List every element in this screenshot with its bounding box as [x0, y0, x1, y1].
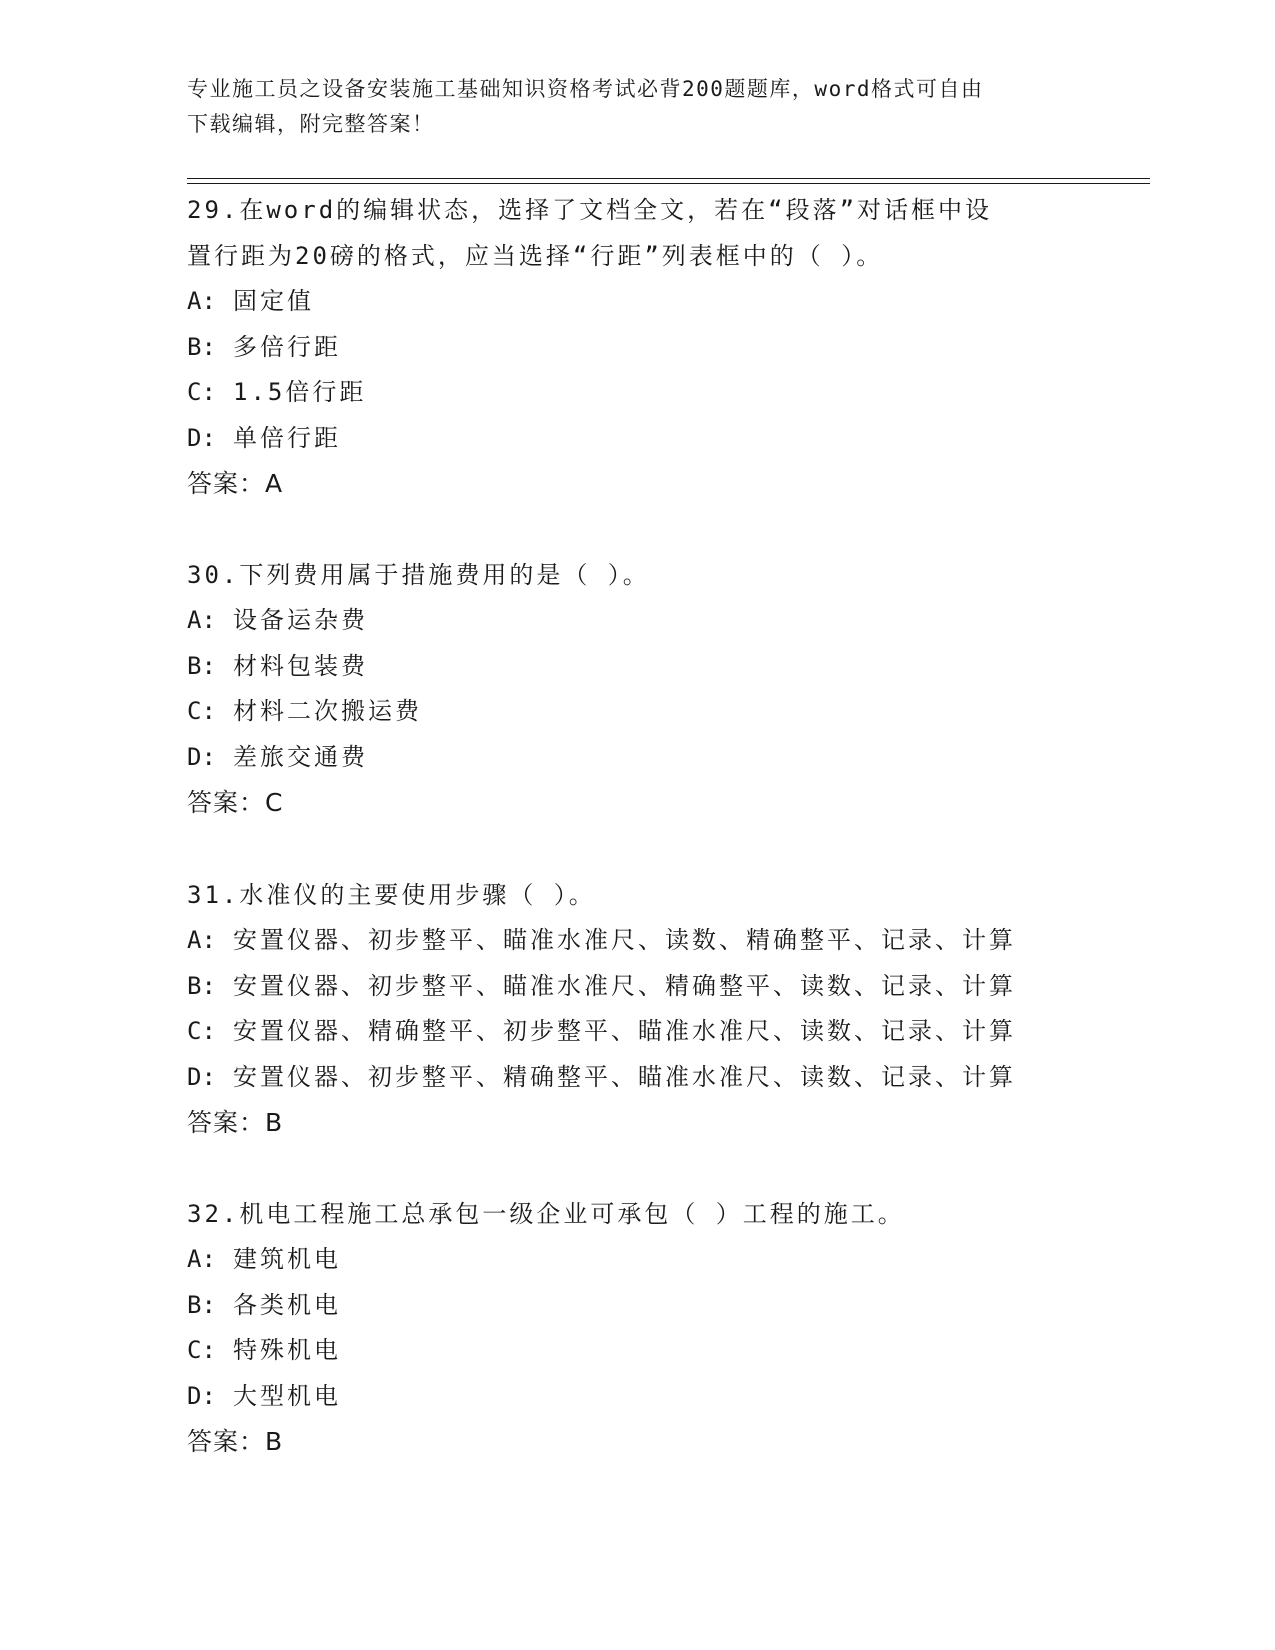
header-divider-bottom — [187, 183, 1150, 184]
option-text: 差旅交通费 — [233, 742, 368, 771]
option-letter: A: — [187, 926, 216, 954]
option-a — [187, 918, 1107, 964]
question-30 — [187, 552, 1107, 826]
answer-line: 答案：B — [187, 1108, 284, 1137]
option-letter: B: — [187, 1290, 216, 1319]
option-c — [187, 370, 1107, 416]
header-line-1: 专业施工员之设备安装施工基础知识资格考试必背200题题库，word格式可自由 — [187, 77, 984, 101]
option-letter: B: — [187, 651, 216, 680]
option-text: 固定值 — [233, 287, 314, 315]
question-32 — [187, 1191, 1107, 1465]
option-a — [187, 279, 1107, 325]
header-line-2: 下载编辑，附完整答案！ — [187, 112, 435, 136]
document-header — [187, 72, 1087, 142]
option-letter: C: — [187, 1017, 216, 1045]
option-c — [187, 1328, 1107, 1374]
option-text: 1.5倍行距 — [233, 378, 367, 406]
option-text: 安置仪器、初步整平、瞄准水准尺、读数、精确整平、记录、计算 — [233, 926, 1016, 954]
option-letter: C: — [187, 1336, 216, 1364]
header-divider-top — [187, 178, 1150, 179]
option-letter: B: — [187, 332, 216, 361]
option-d — [187, 1374, 1107, 1420]
option-letter: B: — [187, 971, 216, 1000]
option-a — [187, 1237, 1107, 1283]
question-stem-line: 置行距为20磅的格式，应当选择“行距”列表框中的（ ）。 — [187, 242, 884, 270]
option-text: 材料包装费 — [233, 651, 368, 680]
option-text: 各类机电 — [233, 1290, 341, 1319]
question-stem-line: 32.机电工程施工总承包一级企业可承包（ ）工程的施工。 — [187, 1200, 905, 1228]
option-letter: A: — [187, 606, 216, 634]
option-text: 安置仪器、初步整平、瞄准水准尺、精确整平、读数、记录、计算 — [233, 971, 1016, 1000]
option-a — [187, 598, 1107, 644]
option-c — [187, 1009, 1107, 1055]
option-text: 大型机电 — [233, 1381, 341, 1410]
option-letter: D: — [187, 742, 216, 771]
option-letter: A: — [187, 1245, 216, 1273]
question-31 — [187, 872, 1107, 1146]
option-text: 特殊机电 — [233, 1336, 341, 1364]
question-stem-line: 30.下列费用属于措施费用的是（ ）。 — [187, 561, 650, 589]
option-text: 材料二次搬运费 — [233, 697, 422, 725]
option-letter: A: — [187, 287, 216, 315]
option-b — [187, 1283, 1107, 1329]
option-letter: D: — [187, 423, 216, 452]
question-29 — [187, 187, 1107, 507]
option-letter: D: — [187, 1062, 216, 1091]
option-c — [187, 689, 1107, 735]
option-letter: C: — [187, 697, 216, 725]
answer-line: 答案：B — [187, 1427, 284, 1456]
option-letter: D: — [187, 1381, 216, 1410]
option-text: 单倍行距 — [233, 423, 341, 452]
option-d — [187, 735, 1107, 781]
option-b — [187, 325, 1107, 371]
option-b — [187, 644, 1107, 690]
option-letter: C: — [187, 378, 216, 406]
option-text: 建筑机电 — [233, 1245, 341, 1273]
option-text: 安置仪器、初步整平、精确整平、瞄准水准尺、读数、记录、计算 — [233, 1062, 1016, 1091]
question-stem-line: 31.水准仪的主要使用步骤（ ）。 — [187, 881, 596, 909]
option-text: 设备运杂费 — [233, 606, 368, 634]
option-text: 安置仪器、精确整平、初步整平、瞄准水准尺、读数、记录、计算 — [233, 1017, 1016, 1045]
question-stem-line: 29.在word的编辑状态，选择了文档全文，若在“段落”对话框中设 — [187, 196, 993, 224]
option-b — [187, 964, 1107, 1010]
option-d — [187, 416, 1107, 462]
answer-line: 答案：C — [187, 788, 284, 817]
option-text: 多倍行距 — [233, 332, 341, 361]
option-d — [187, 1055, 1107, 1101]
answer-line: 答案：A — [187, 469, 284, 498]
